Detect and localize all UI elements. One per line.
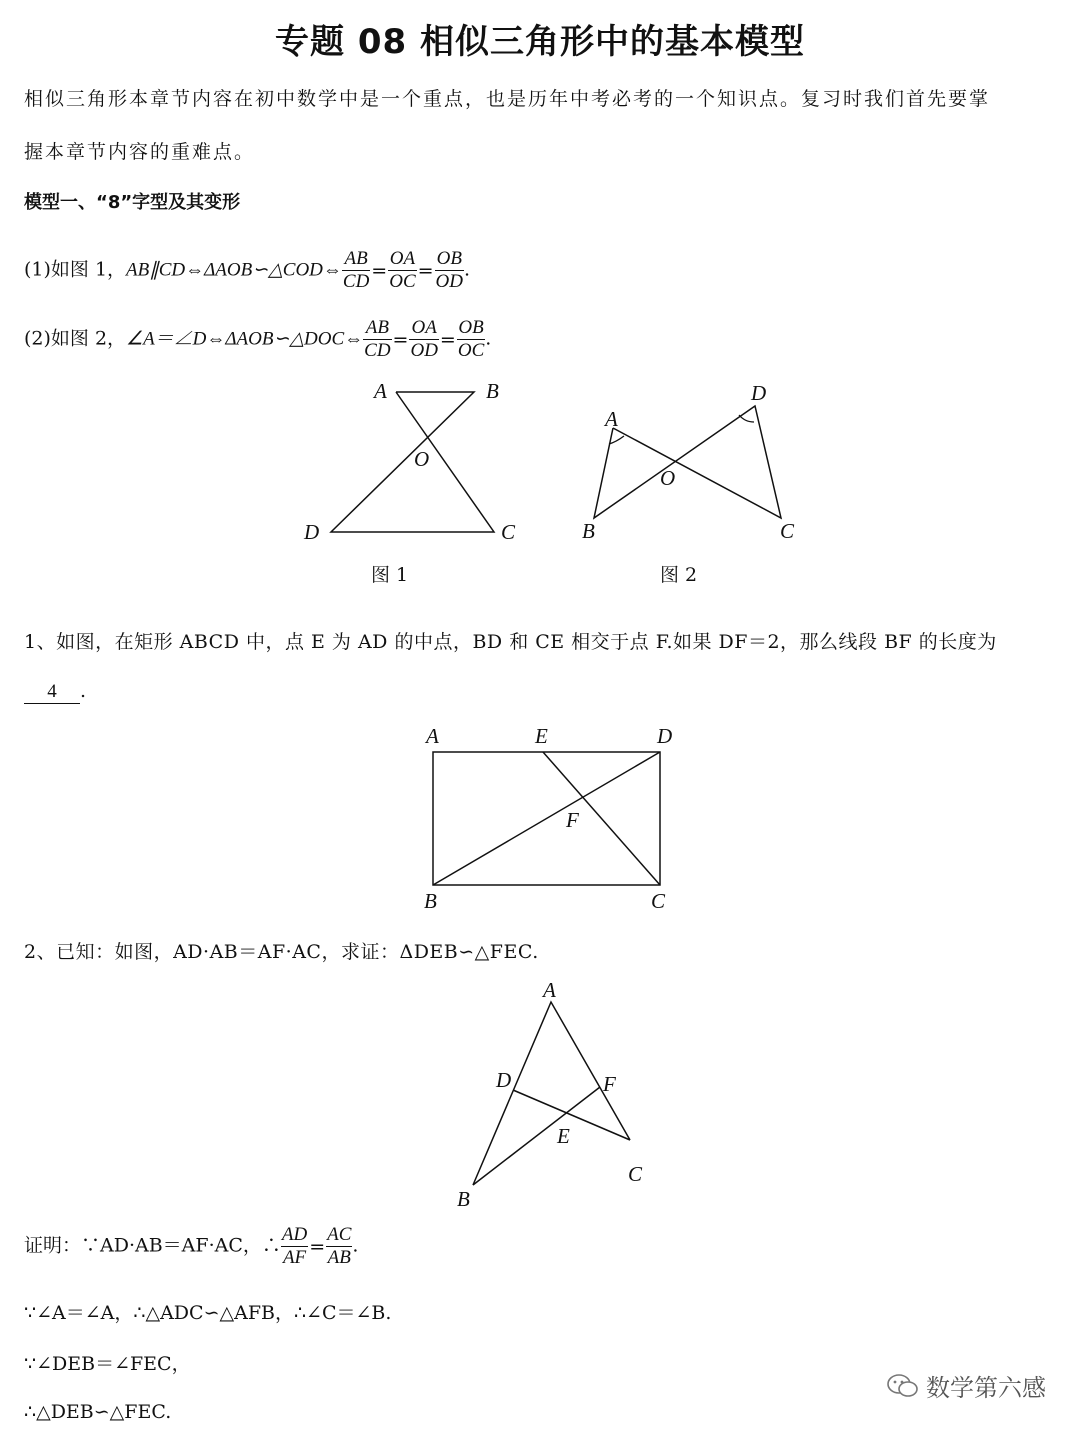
equals-sign: =: [371, 259, 388, 282]
item1-frac-2: [388, 248, 416, 293]
item1-frac-1: [342, 248, 370, 293]
item1-frac-2-num: OA: [389, 248, 416, 269]
page-title: 专题 08 相似三角形中的基本模型: [275, 22, 805, 62]
figure-3: [0, 715, 1080, 915]
fig1-caption: 图 1: [371, 564, 409, 586]
item2-suffix: .: [485, 327, 492, 350]
item1-frac-1-den: CD: [342, 271, 370, 292]
proof-frac-left-num: AD: [281, 1224, 308, 1245]
proof-frac-right-den: AB: [327, 1247, 351, 1268]
fig1-label-c: C: [501, 520, 516, 544]
item2-frac-3: [457, 317, 485, 362]
intro-line-1: 相似三角形本章节内容在初中数学中是一个重点，也是历年中考必考的一个知识点。复习时我们首先要掌: [24, 88, 991, 110]
fig3-label-d: D: [657, 724, 673, 748]
figure-1: [303, 379, 516, 586]
fig4-segment-dc: [513, 1090, 630, 1140]
fig4-label-f: F: [603, 1072, 616, 1096]
fig1-label-o: O: [414, 447, 430, 471]
fig1-label-a: A: [374, 379, 387, 403]
problem1-answer: 4: [24, 681, 80, 704]
item2-frac-3-num: OB: [458, 317, 484, 338]
intro-line-2: 握本章节内容的重难点。: [24, 141, 256, 163]
fig4-label-d: D: [496, 1068, 512, 1092]
figure-2-lines: [594, 406, 781, 518]
fig4-segment-bf: [473, 1087, 600, 1185]
item2-frac-1: [363, 317, 391, 362]
proof-line-1: [24, 1224, 358, 1269]
fig2-label-d: D: [751, 381, 767, 405]
fig2-label-b: B: [582, 519, 595, 543]
item2-frac-2: [409, 317, 438, 362]
watermark: [886, 1368, 1046, 1403]
figure-2: [582, 381, 795, 586]
fig3-label-b: B: [424, 889, 437, 913]
proof-line-1-suffix: .: [352, 1234, 359, 1257]
proof-line-4: ∴△DEB∽△FEC.: [24, 1401, 172, 1423]
fig4-label-b: B: [457, 1187, 470, 1211]
fig1-label-d: D: [304, 520, 320, 544]
item2-frac-1-den: CD: [364, 340, 391, 361]
figure-1-lines: [331, 392, 494, 532]
proof-frac-left-den: AF: [282, 1247, 307, 1268]
problem1-answer-suffix: .: [80, 680, 87, 702]
figure-1-2: [0, 370, 1080, 600]
item2-frac-2-num: OA: [409, 317, 438, 340]
fig2-label-c: C: [780, 519, 795, 543]
fig2-label-a: A: [605, 407, 618, 431]
fig2-label-o: O: [660, 466, 676, 490]
item1-line: [24, 248, 470, 293]
figure-4: [0, 975, 1080, 1215]
item2-frac-3-den: OC: [457, 340, 485, 361]
proof-frac-right: [326, 1224, 352, 1269]
item1-suffix: .: [464, 258, 471, 281]
proof-line-3: ∵∠DEB＝∠FEC，: [24, 1353, 191, 1375]
proof-line-2: ∵∠A＝∠A，∴△ADC∽△AFB，∴∠C＝∠B.: [24, 1302, 392, 1324]
fig3-label-c: C: [651, 889, 666, 913]
problem1-text: 1、如图，在矩形 ABCD 中，点 E 为 AD 的中点，BD 和 CE 相交于点 F.如果 DF＝2，那么线段 BF 的长度为: [24, 631, 997, 653]
fig1-label-b: B: [486, 379, 499, 403]
equals-sign: =: [417, 259, 434, 282]
item1-frac-1-num: AB: [342, 248, 370, 271]
item1-condition: AB∥CD⇔ΔAOB∽△COD⇔: [126, 259, 342, 281]
fig3-diagonal-bd: [433, 752, 660, 885]
item1-frac-3-num: OB: [435, 248, 464, 271]
equals-sign: =: [439, 328, 456, 351]
proof-line-1-prefix: 证明：∵AD·AB＝AF·AC，∴: [24, 1234, 281, 1257]
fig3-label-a: A: [426, 724, 439, 748]
item1-frac-3-den: OD: [435, 271, 463, 292]
item1-frac-3: [435, 248, 464, 293]
item2-line: [24, 317, 491, 362]
model1-heading: 模型一、“8”字型及其变形: [24, 192, 241, 213]
item2-frac-2-den: OD: [410, 340, 438, 361]
fig3-segment-ce: [543, 752, 660, 885]
fig4-label-a: A: [543, 978, 556, 1002]
watermark-text: 数学第六感: [926, 1374, 1046, 1402]
equals-sign: =: [309, 1235, 326, 1258]
proof-frac-left: [281, 1224, 308, 1269]
fig3-label-f: F: [566, 808, 579, 832]
equals-sign: =: [392, 328, 409, 351]
wechat-icon: [886, 1372, 920, 1400]
proof-frac-right-num: AC: [327, 1224, 352, 1245]
problem2-text: 2、已知：如图，AD·AB＝AF·AC，求证：ΔDEB∽△FEC.: [24, 941, 539, 963]
item1-prefix: (1)如图 1，: [24, 258, 127, 281]
fig4-label-e: E: [557, 1124, 570, 1148]
fig3-label-e: E: [535, 724, 548, 748]
item2-frac-1-num: AB: [363, 317, 391, 340]
item1-frac-2-den: OC: [389, 271, 416, 292]
item2-condition: ∠A＝∠D⇔ΔAOB∽△DOC⇔: [126, 328, 364, 350]
fig4-label-c: C: [628, 1162, 643, 1186]
problem1-answer-line: [24, 680, 86, 704]
fig2-caption: 图 2: [660, 564, 698, 586]
item2-prefix: (2)如图 2，: [24, 327, 127, 350]
